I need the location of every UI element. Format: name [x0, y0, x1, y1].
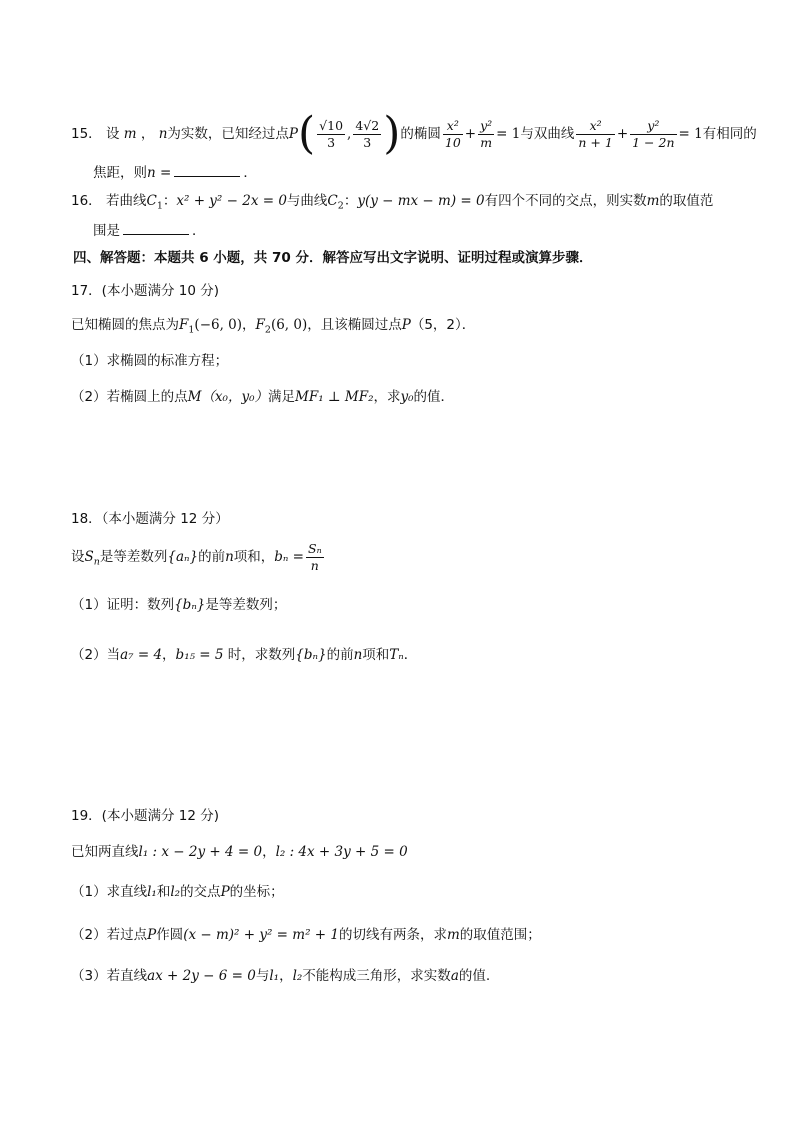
q16-colon: ：	[162, 193, 177, 209]
q19-text: 已知两直线	[71, 844, 139, 860]
q16-curve-c1: C	[146, 193, 157, 209]
q15-text: 的椭圆	[400, 126, 441, 142]
q15-var-m: m	[123, 126, 137, 142]
q16-line1	[71, 191, 713, 217]
q19-text: 的切线有两条，求	[338, 927, 447, 943]
q16-var-m: m	[646, 193, 660, 209]
q15-ellipse-x-term	[443, 118, 463, 151]
q18-S-sub: n	[93, 556, 100, 568]
q16-eq1: x² + y² − 2x = 0	[176, 193, 287, 209]
q17-header: 17．(本小题满分 10 分)	[71, 283, 219, 299]
q19-circle-eq: (x − m)² + y² = m² + 1	[183, 927, 339, 943]
q16-text: 若曲线	[105, 193, 147, 209]
q19-part2	[71, 925, 541, 945]
q16-text: 有四个不同的交点，则实数	[484, 193, 647, 209]
q19-text: 与	[255, 968, 270, 984]
q18-fraction	[306, 541, 324, 574]
q19-text: 不能构成三角形，求实数	[302, 968, 451, 984]
q16-answer-blank	[123, 220, 189, 235]
q15-answer-blank	[174, 162, 240, 177]
q16-c1-sub: 1	[156, 200, 163, 212]
q18-text: （1）证明：数列	[71, 597, 175, 613]
q18-text: 是等差数列	[99, 549, 168, 565]
q18-text: 项和，	[233, 549, 275, 565]
q15-h2-den: 1 − 2n	[632, 134, 675, 150]
q17-f2-sub: 2	[264, 324, 271, 336]
q15-h1-num: x²	[576, 118, 614, 135]
q19-text: 的坐标；	[229, 884, 284, 900]
q19-text: 的取值范围；	[459, 927, 541, 943]
q15-h2-num: y²	[630, 118, 676, 135]
q15-py-den: 3	[363, 134, 372, 150]
q18-part1	[71, 595, 286, 615]
q15-e2-num: y²	[480, 117, 493, 133]
q17-text: 已知椭圆的焦点为	[71, 317, 179, 333]
q18-sum-S: S	[84, 549, 94, 565]
q15-eq1: = 1	[496, 126, 521, 142]
q15-px-den: 3	[327, 134, 336, 150]
q15-var-n: n	[147, 165, 156, 181]
q19-sep: ，	[279, 968, 293, 984]
q17-point-M: M	[187, 389, 202, 405]
q15-px-num: √10	[319, 117, 344, 133]
q19-part1	[71, 882, 284, 902]
q17-f2-value: (6, 0)	[270, 317, 308, 333]
q19-var-a: a	[450, 968, 459, 984]
q16-colon: ：	[343, 193, 358, 209]
q17-point-coord: （x₀，y₀）	[201, 389, 268, 405]
q19-l1: l₁	[269, 968, 280, 984]
q18-b15: b₁₅ = 5	[175, 647, 224, 663]
q19-sep: ，	[262, 844, 276, 860]
q17-f1-value: (−6, 0)	[194, 317, 243, 333]
q18-text: 是等差数列；	[205, 597, 287, 613]
q16-curve-c2: C	[327, 193, 338, 209]
q15-text: 焦距，则	[93, 165, 147, 181]
q17-stem	[71, 315, 475, 341]
q18-header: 18．（本小题满分 12 分）	[71, 511, 229, 527]
q17-part1: （1）求椭圆的标准方程；	[71, 353, 229, 369]
q19-text: 的交点	[180, 884, 221, 900]
q19-var-m: m	[446, 927, 460, 943]
q18-frac-den: n	[310, 557, 319, 573]
q17-text: 的值．	[413, 389, 455, 405]
q19-line-eq: ax + 2y − 6 = 0	[147, 968, 256, 984]
q19-text: 作圆	[156, 927, 184, 943]
q19-l2: l₂	[292, 968, 303, 984]
q17-text: （2）若椭圆上的点	[71, 389, 188, 405]
right-paren: )	[383, 108, 401, 159]
q18-sep: ，	[162, 647, 176, 663]
q16-c2-sub: 2	[337, 200, 344, 212]
q16-text: 围是	[93, 223, 120, 239]
q18-part2	[71, 645, 417, 665]
q18-var-n: n	[225, 549, 234, 565]
q16-end: ．	[192, 223, 206, 239]
q15-py-num: 4√2	[355, 117, 380, 133]
left-paren: (	[297, 108, 316, 159]
q17-text: 满足	[268, 389, 295, 405]
q19-text: 的值.	[458, 968, 491, 984]
q18-seq-an: {aₙ}	[167, 549, 199, 565]
q16-text: 与曲线	[286, 193, 328, 209]
q15-text: 与双曲线	[520, 126, 575, 142]
q15-e2-den: m	[480, 134, 493, 150]
q15-h1-den: n + 1	[578, 134, 613, 150]
q15-end: ．	[243, 165, 257, 181]
q15-py-fraction	[353, 118, 381, 151]
q19-stem	[71, 842, 408, 862]
q19-text: （2）若过点	[71, 927, 148, 943]
q18-var-n: n	[353, 647, 363, 663]
q19-point-P: P	[147, 927, 157, 943]
q17-focus-f1: F	[179, 317, 189, 333]
q17-point-value: （5，2）．	[410, 317, 476, 333]
plus-sign: +	[464, 126, 477, 142]
q19-text: （3）若直线	[71, 968, 148, 984]
q18-bn: bₙ =	[274, 549, 304, 565]
q17-part2	[71, 387, 454, 407]
q18-a7: a₇ = 4	[120, 647, 163, 663]
q17-point-P: P	[401, 317, 411, 333]
q15-eq2: = 1	[678, 126, 703, 142]
q19-header: 19．(本小题满分 12 分)	[71, 808, 219, 824]
q18-seq-bn: {bₙ}	[174, 597, 206, 613]
q18-text: 的前	[326, 647, 354, 663]
q15-text: 有相同的	[702, 126, 757, 142]
plus-sign: +	[616, 126, 629, 142]
q15-px-fraction	[317, 118, 345, 151]
q19-text: （1）求直线	[71, 884, 148, 900]
q19-line-l2: l₂ : 4x + 3y + 5 = 0	[275, 844, 408, 860]
q16-eq2: y(y − mx − m) = 0	[357, 193, 485, 209]
q15-line1: 15． 设 m ， n为实数，已知经过点P( $\frac{√10}{3}$ , $\frac{4√2}{3}$ )的椭圆 $\frac{\text{x²}}{10}$ + $\frac{\text{y²}}{m}$ = 1与双曲线 $\frac{\text{x²}}{n + 1}$ + $\frac{\text{y²}}{1 - 2n}$ = 1有相同的	[71, 108, 757, 159]
q15-point-P: P	[288, 126, 298, 142]
q16-number: 16．	[71, 193, 102, 209]
q18-stem	[71, 540, 326, 574]
q17-text: ，且该椭圆过点	[307, 317, 402, 333]
q17-condition: MF₁ ⊥ MF₂	[295, 389, 374, 405]
q15-ellipse-y-term	[478, 118, 494, 151]
q18-sum-T: Tₙ	[389, 647, 404, 663]
q15-hyperbola-x-term	[576, 118, 614, 151]
q15-e1-num: x²	[443, 118, 463, 135]
q19-part3	[71, 966, 490, 986]
q18-text: 时，求数列	[227, 647, 296, 663]
q18-text: 设	[71, 549, 85, 565]
q18-text: 项和	[362, 647, 390, 663]
q18-end: ．	[403, 647, 418, 663]
q19-line-l1: l₁ : x − 2y + 4 = 0	[138, 844, 263, 860]
q15-line2	[93, 162, 257, 183]
q18-seq-bn: {bₙ}	[295, 647, 327, 663]
q17-text: ，求	[373, 389, 401, 405]
q17-f1-sub: 1	[188, 324, 195, 336]
section-heading: 四、解答题：本题共 6 小题，共 70 分．解答应写出文字说明、证明过程或演算步骤．	[73, 250, 593, 266]
q18-text: （2）当	[71, 647, 121, 663]
q15-hyperbola-y-term	[630, 118, 676, 151]
q15-text: 为实数，已知经过点	[167, 126, 289, 142]
q19-l1: l₁	[147, 884, 157, 900]
q15-comma: ，	[140, 126, 155, 142]
q19-text: 和	[156, 884, 171, 900]
q16-line2	[93, 220, 206, 241]
q18-text: 的前	[198, 549, 226, 565]
q15-number: 15．	[71, 126, 102, 142]
q15-eq: =	[155, 165, 172, 181]
q18-frac-num: Sₙ	[308, 540, 322, 556]
q16-text: 的取值范	[659, 193, 714, 209]
q19-l2: l₂	[170, 884, 181, 900]
q15-var-n: n	[158, 126, 168, 142]
q15-text: 设	[105, 126, 120, 142]
q17-sep: ，	[242, 317, 256, 333]
q17-var-y0: y₀	[400, 389, 414, 405]
q15-e1-den: 10	[444, 134, 461, 150]
q17-focus-f2: F	[255, 317, 265, 333]
q19-point-P: P	[220, 884, 230, 900]
